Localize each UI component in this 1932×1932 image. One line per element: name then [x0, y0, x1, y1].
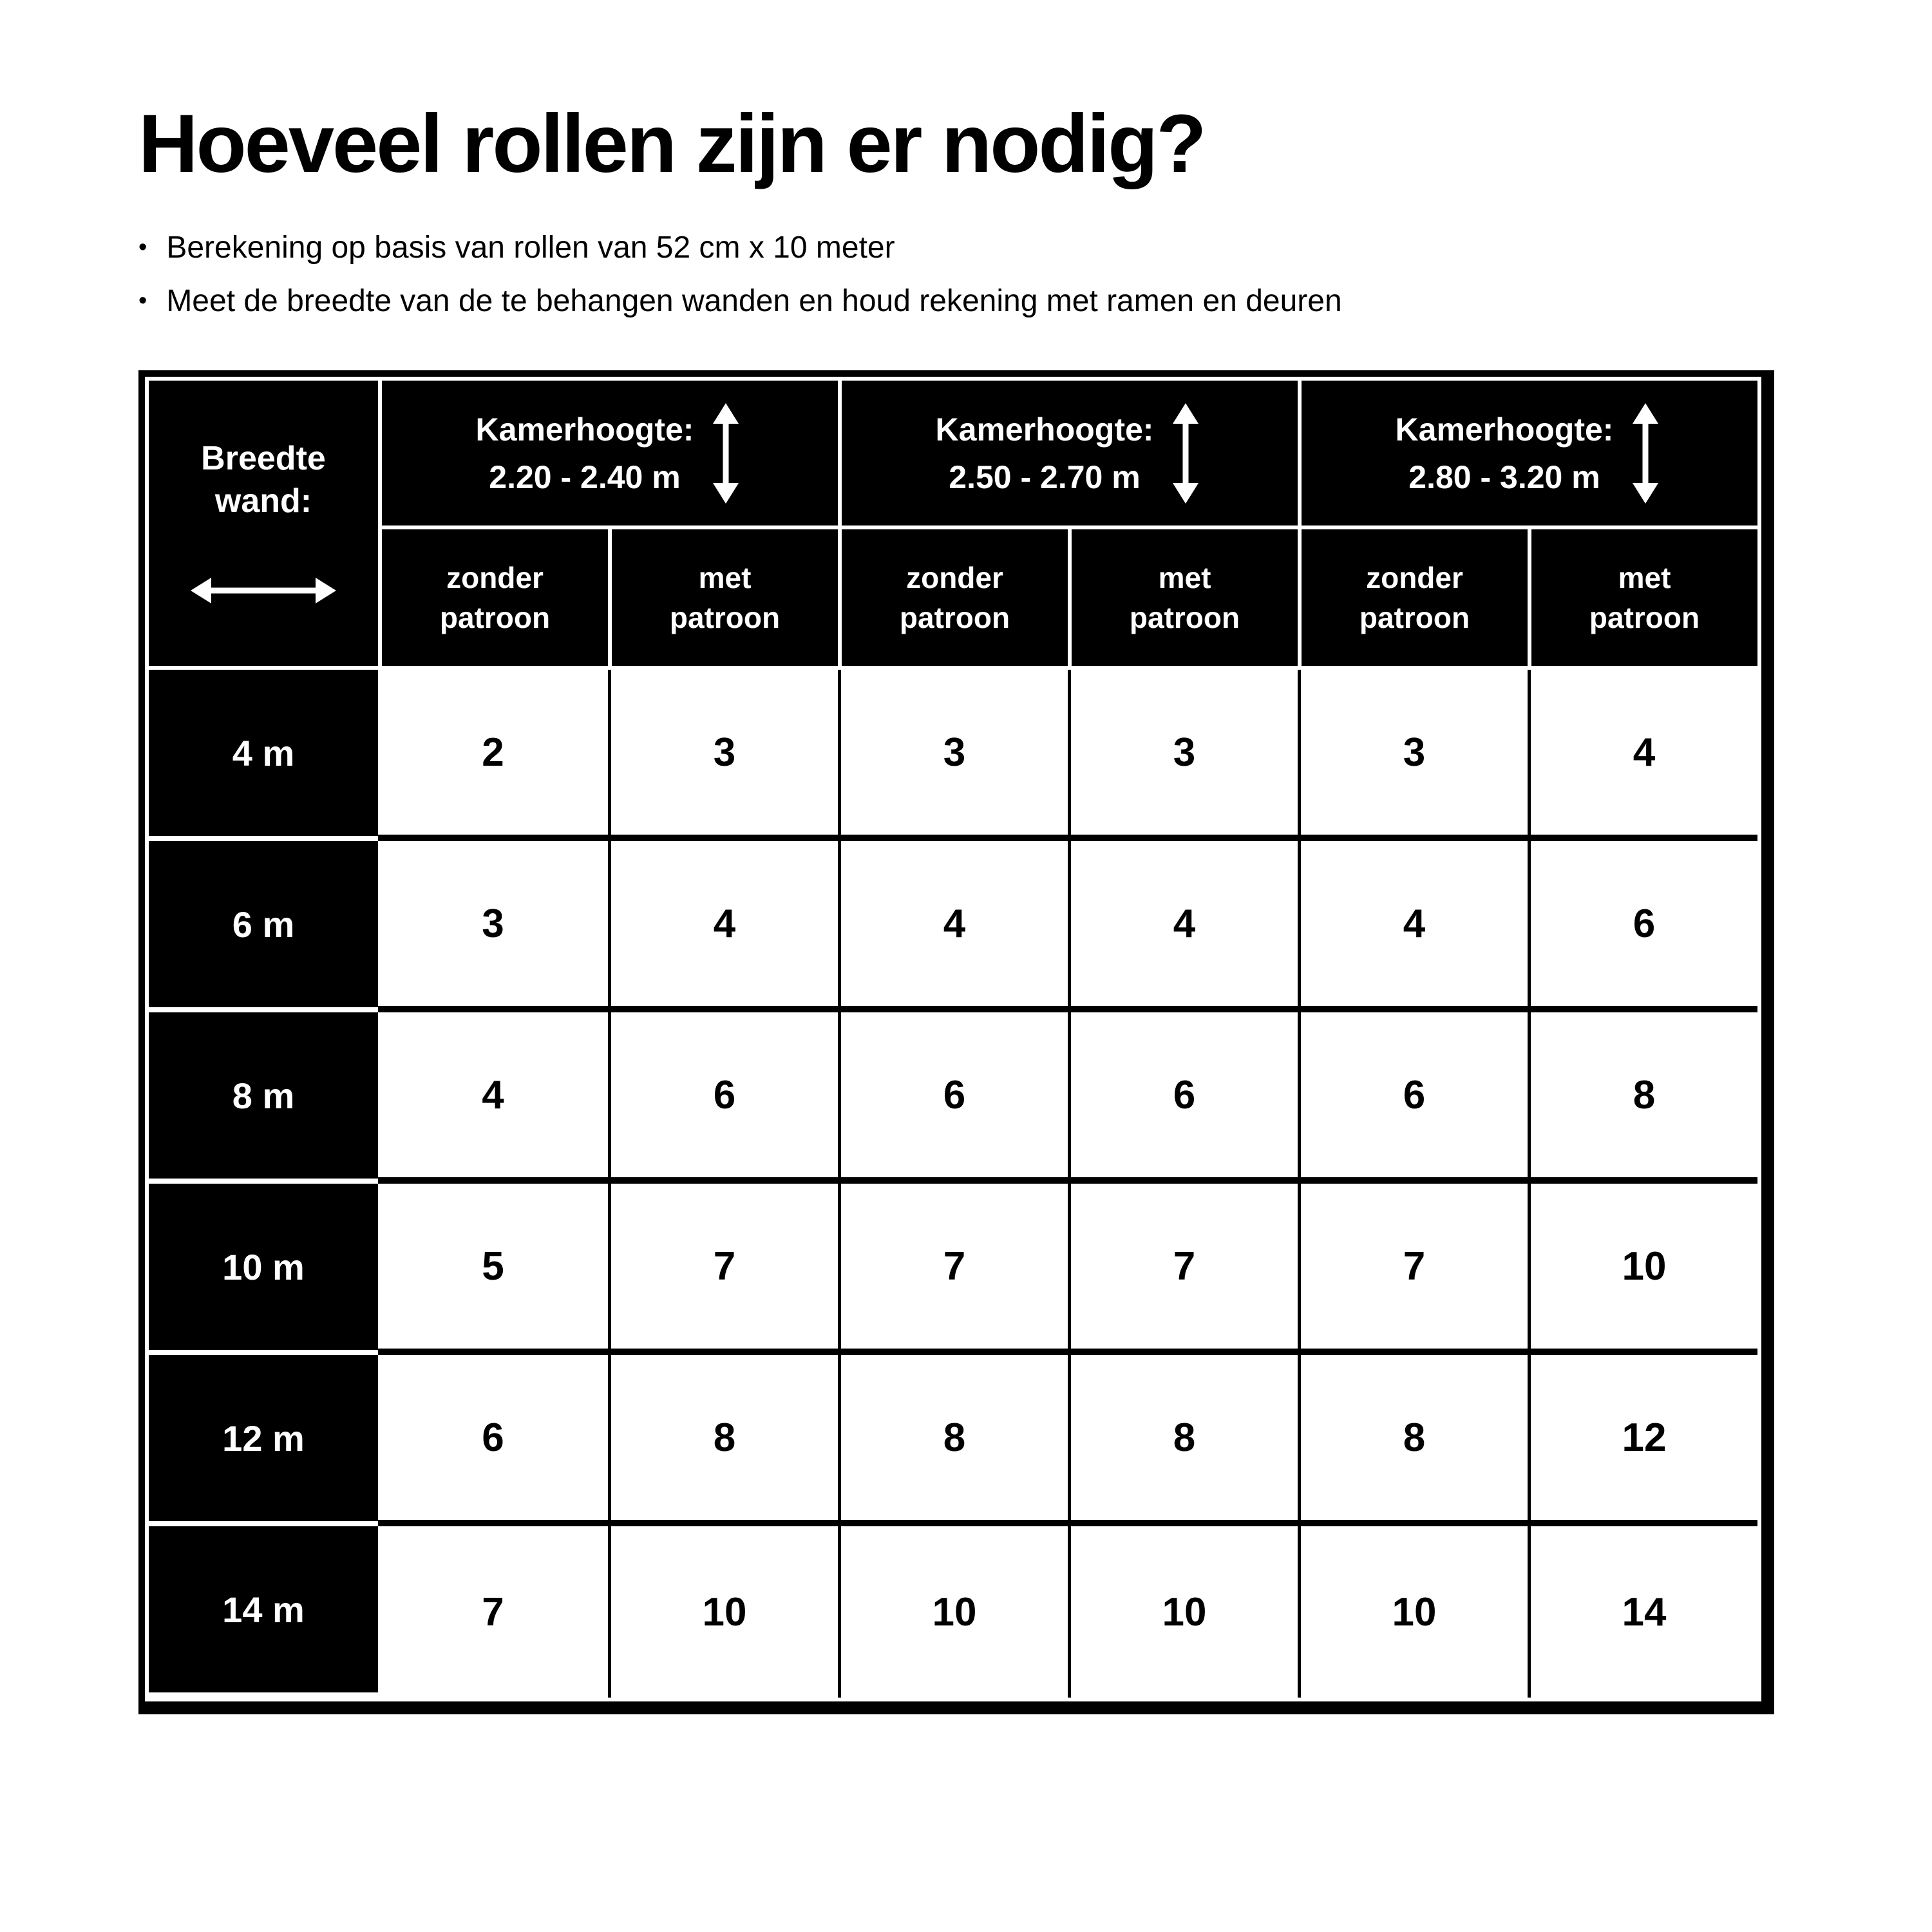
row-label: 8 m [149, 1012, 378, 1179]
corner-header-line1: Breedte [201, 440, 326, 477]
row-label: 14 m [149, 1526, 378, 1692]
table-cell: 6 [838, 1012, 1068, 1184]
group-header-kamerhoogte-1 [382, 381, 838, 526]
table-cell: 10 [608, 1526, 838, 1698]
row-label: 12 m [149, 1355, 378, 1521]
bullet-item [138, 283, 1794, 319]
table-cell: 3 [1298, 670, 1528, 841]
table-cell: 2 [378, 670, 608, 841]
left-right-arrow-icon [189, 573, 337, 609]
table-header [149, 381, 1757, 666]
subheader-met-patroon [612, 529, 838, 666]
group-header-kamerhoogte-3 [1302, 381, 1757, 526]
rolls-needed-table [138, 370, 1774, 1714]
subheader-met-patroon [1531, 529, 1757, 666]
subheader-zonder-patroon [382, 529, 608, 666]
table-cell: 4 [1528, 670, 1757, 841]
subheader-label: met patroon [1129, 561, 1240, 634]
table-cell: 8 [608, 1355, 838, 1526]
bullet-item [138, 230, 1794, 265]
subheader-zonder-patroon [1302, 529, 1528, 666]
table-cell: 7 [1298, 1184, 1528, 1355]
bullet-text: Meet de breedte van de te behangen wanden en houd rekening met ramen en deuren [166, 284, 1342, 318]
table-cell: 6 [1068, 1012, 1298, 1184]
group-header-kamerhoogte-2 [842, 381, 1298, 526]
table-cell: 5 [378, 1184, 608, 1355]
up-down-arrow-icon [1168, 402, 1204, 505]
subheader-zonder-patroon [842, 529, 1068, 666]
corner-header-breedte-wand [149, 381, 378, 666]
table-cell: 4 [1068, 841, 1298, 1012]
table-cell: 14 [1528, 1526, 1757, 1698]
row-label: 4 m [149, 670, 378, 836]
table-cell: 4 [608, 841, 838, 1012]
bullet-list [138, 230, 1794, 319]
table-cell: 3 [608, 670, 838, 841]
table-cell: 4 [378, 1012, 608, 1184]
group-header-range: 2.80 - 3.20 m [1408, 459, 1600, 495]
group-header-text [936, 406, 1154, 501]
table-cell: 7 [378, 1526, 608, 1698]
table-cell: 6 [1298, 1012, 1528, 1184]
subheader-met-patroon [1072, 529, 1298, 666]
group-header-text [476, 406, 694, 501]
up-down-arrow-icon [708, 402, 744, 505]
subheader-label: zonder patroon [439, 561, 551, 634]
table-cell: 4 [1298, 841, 1528, 1012]
group-header-title: Kamerhoogte: [935, 411, 1154, 448]
row-label: 10 m [149, 1184, 378, 1350]
table-cell: 10 [838, 1526, 1068, 1698]
table-cell: 7 [608, 1184, 838, 1355]
table-cell: 3 [378, 841, 608, 1012]
table-cell: 4 [838, 841, 1068, 1012]
subheader-label: met patroon [1589, 561, 1700, 634]
table-cell: 6 [608, 1012, 838, 1184]
table-cell: 10 [1528, 1184, 1757, 1355]
group-header-range: 2.20 - 2.40 m [489, 459, 681, 495]
subheader-label: met patroon [669, 561, 781, 634]
page-title: Hoeveel rollen zijn er nodig? [138, 98, 1205, 190]
table-cell: 7 [838, 1184, 1068, 1355]
table-cell: 8 [1528, 1012, 1757, 1184]
table-cell: 12 [1528, 1355, 1757, 1526]
group-header-text [1396, 406, 1614, 501]
group-header-title: Kamerhoogte: [475, 411, 694, 448]
bullet-dot: • [138, 234, 147, 261]
table-cell: 8 [1298, 1355, 1528, 1526]
table-cell: 3 [838, 670, 1068, 841]
table-cell: 10 [1298, 1526, 1528, 1698]
subheader-label: zonder patroon [1359, 561, 1470, 634]
table-cell: 7 [1068, 1184, 1298, 1355]
bullet-text: Berekening op basis van rollen van 52 cm x 10 meter [166, 231, 895, 265]
table-cell: 6 [1528, 841, 1757, 1012]
table-cell: 8 [1068, 1355, 1298, 1526]
table-cell: 3 [1068, 670, 1298, 841]
up-down-arrow-icon [1627, 402, 1663, 505]
table-cell: 6 [378, 1355, 608, 1526]
bullet-dot: • [138, 287, 147, 314]
table-cell: 8 [838, 1355, 1068, 1526]
table-cell: 10 [1068, 1526, 1298, 1698]
row-label: 6 m [149, 841, 378, 1007]
group-header-title: Kamerhoogte: [1395, 411, 1614, 448]
table-body [149, 670, 1757, 1698]
subheader-label: zonder patroon [899, 561, 1010, 634]
corner-header-line2: wand: [214, 482, 312, 520]
group-header-range: 2.50 - 2.70 m [949, 459, 1141, 495]
